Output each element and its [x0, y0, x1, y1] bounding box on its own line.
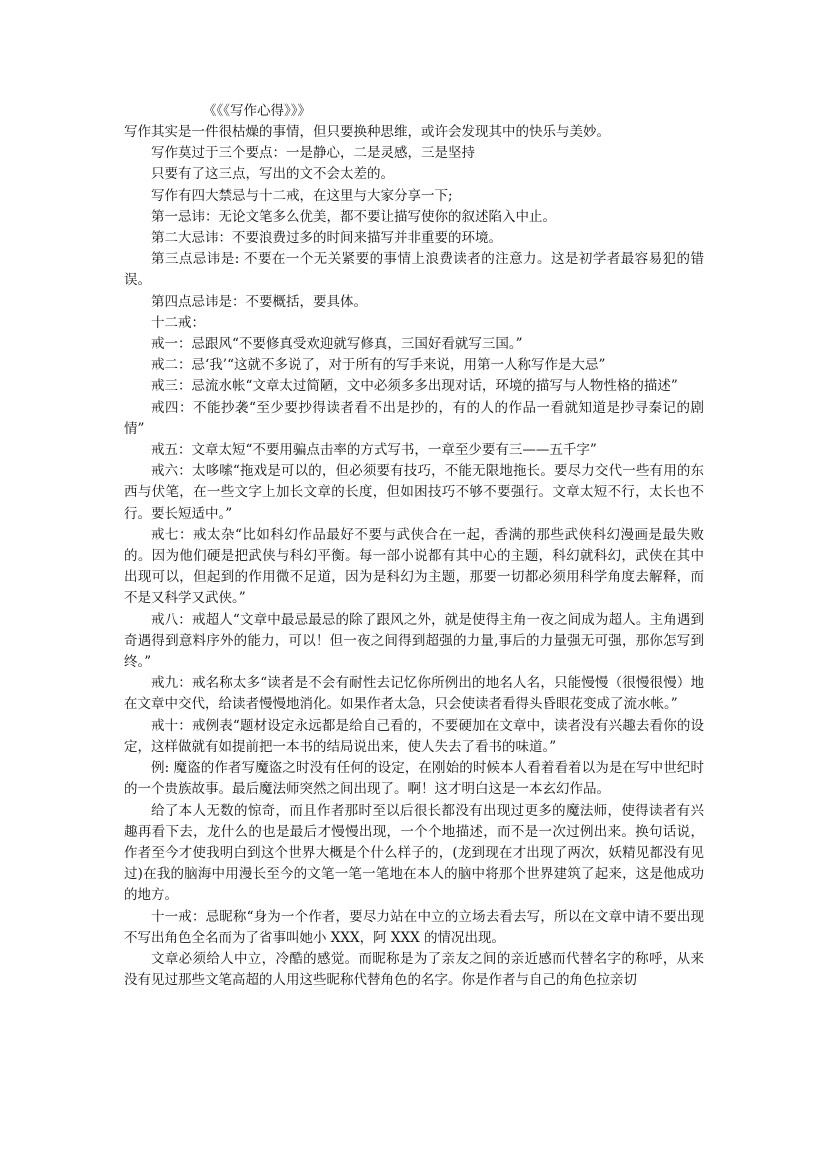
body-paragraph: 第三点忌讳是: 不要在一个无关紧要的事情上浪费读者的注意力。这是初学者最容易犯的错误。	[124, 251, 704, 289]
body-paragraph: 第二大忌讳：不要浪费过多的时间来描写并非重要的环境。	[151, 230, 502, 247]
body-paragraph: 戒三：忌流水帐“文章太过简陋，文中必须多多出现对话，环境的描写与人物性格的描述”	[151, 378, 678, 395]
body-paragraph: 只要有了这三点，写出的文不会太差的。	[151, 166, 394, 183]
body-paragraph: 戒十：戒例表“题材设定永远都是给自己看的，不要硬加在文章中，读者没有兴趣去看你的设定，这样做就有如提前把一本书的结局说出来，使人失去了看书的味道。”	[124, 717, 704, 755]
body-paragraph: 写作莫过于三个要点：一是静心，二是灵感，三是坚持	[151, 145, 475, 162]
body-paragraph: 文章必须给人中立，冷酷的感觉。而昵称是为了亲友之间的亲近感而代替名字的称呼，从来没有见过那些文笔高超的人用这些昵称代替角色的名字。你是作者与自己的角色拉亲切	[124, 950, 704, 989]
body-paragraph: 十一戒：忌昵称“身为一个作者，要尽力站在中立的立场去看去写，所以在文章中请不要出现不写出角色全名而为了省事叫她小 XXX，阿 XXX 的情况出现。	[124, 908, 704, 946]
body-paragraph: 写作有四大禁忌与十二戒，在这里与大家分享一下;	[151, 187, 453, 204]
body-paragraph: 戒七：戒太杂“比如科幻作品最好不要与武侠合在一起，香满的那些武侠科幻漫画是最失败的。因为他们硬是把武侠与科幻平衡。每一部小说都有其中心的主题，科幻就科幻，武侠在其中出现可以，但起到的作用微不足道，因为是科幻为主题，那要一切都必须用科学角度去解释，而不是又科学又武侠。”	[124, 526, 704, 607]
body-paragraph: 戒六：太哆嗦“拖戏是可以的，但必须要有技巧，不能无限地拖长。要尽力交代一些有用的东西与伏笔，在一些文字上加长文章的长度，但如困技巧不够不要强行。文章太短不行，太长也不行。要长短适中。”	[124, 463, 704, 522]
body-paragraph: 戒一：忌跟风“不要修真受欢迎就写修真，三国好看就写三国。”	[151, 336, 523, 353]
body-paragraph: 戒八：戒超人“文章中最忌最忌的除了跟风之外，就是使得主角一夜之间成为超人。主角遇到奇遇得到意料序外的能力，可以！但一夜之间得到超强的力量,事后的力量强无可强，那你怎写到终。”	[124, 611, 704, 671]
body-paragraph: 戒四：不能抄袭“至少要抄得读者看不出是抄的，有的人的作品一看就知道是抄寻秦记的剧情”	[124, 399, 704, 437]
body-paragraph: 十二戒：	[151, 314, 205, 331]
body-paragraph: 给了本人无数的惊奇，而且作者那时至以后很长都没有出现过更多的魔法师，使得读者有兴趣再看下去，龙什么的也是最后才慢慢出现，一个个地描述，而不是一次过例出来。换句话说，作者至今才使我明白到这个世界大概是个什么样子的，(龙到现在才出现了两次，妖精见都没有见过)在我的脑海中用漫长至今的文笔一笔一笔地在本人的脑中将那个世界建筑了起来，这是他成功的地方。	[124, 802, 704, 904]
document-body	[124, 122, 704, 991]
body-paragraph: 第一忌讳：无论文笔多么优美，都不要让描写使你的叙述陷入中止。	[151, 208, 556, 225]
body-paragraph: 戒二：忌‘我’“这就不多说了，对于所有的写手来说，用第一人称写作是大忌”	[151, 357, 606, 374]
body-paragraph: 写作其实是一件很枯燥的事情，但只要换种思维，或许会发现其中的快乐与美妙。	[124, 124, 610, 140]
body-paragraph: 戒五：文章太短“不要用骗点击率的方式写书，一章至少要有三——五千字”	[151, 442, 597, 459]
body-paragraph: 例: 魔盗的作者写魔盗之时没有任何的设定，在刚始的时候本人看着看着以为是在写中世纪时的一个贵族故事。最后魔法师突然之间出现了。啊！这才明白这是一本玄幻作品。	[124, 760, 704, 798]
document-title: 《《《写作心得》》》	[203, 103, 311, 119]
body-paragraph: 第四点忌讳是：不要概括，要具体。	[151, 293, 367, 310]
body-paragraph: 戒九：戒名称太多“读者是不会有耐性去记忆你所例出的地名人名，只能慢慢（很慢很慢）地在文章中交代，给读者慢慢地消化。如果作者太急，只会使读者看得头昏眼花变成了流水帐。”	[124, 675, 704, 713]
